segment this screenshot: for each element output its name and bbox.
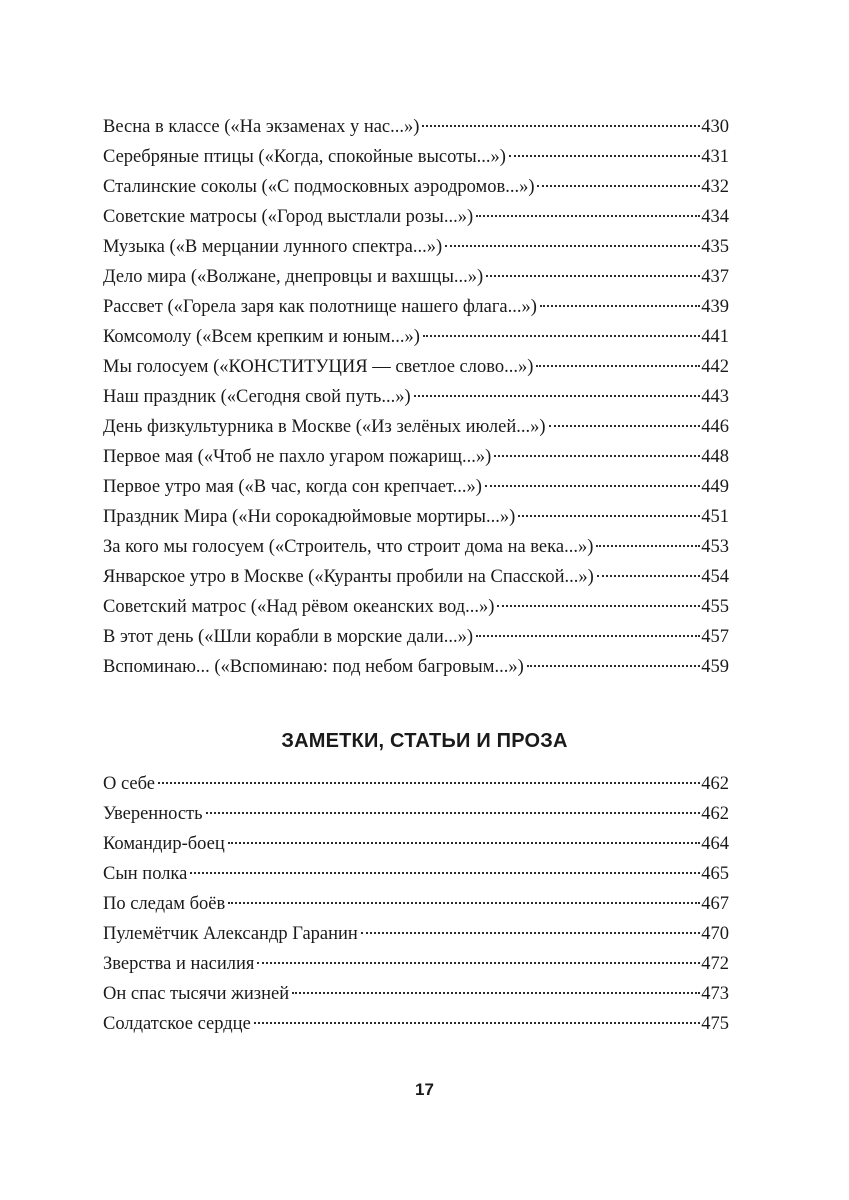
toc-entry-title: Зверства и насилия [103, 954, 255, 974]
toc-entry-title: Рассвет («Горела заря как полотнище нашего флага...») [103, 297, 537, 317]
toc-entry-page: 459 [701, 657, 729, 677]
toc-entry-title: Наш праздник («Сегодня свой путь...») [103, 387, 411, 407]
toc-entry[interactable] [103, 502, 729, 532]
toc-entry-title: Пулемётчик Александр Гаранин [103, 924, 358, 944]
toc-entry[interactable] [103, 889, 729, 919]
dot-leader [158, 781, 700, 784]
dot-leader [497, 604, 700, 607]
toc-entry-title: Солдатское сердце [103, 1014, 251, 1034]
toc-entry-title: Весна в классе («На экзаменах у нас...») [103, 117, 420, 137]
toc-entry-page: 451 [701, 507, 729, 527]
toc-entry-page: 446 [701, 417, 729, 437]
toc-entry-title: Первое утро мая («В час, когда сон крепчает...») [103, 477, 482, 497]
toc-entry-page: 449 [701, 477, 729, 497]
dot-leader [190, 871, 700, 874]
toc-entry-title: Уверенность [103, 804, 203, 824]
toc-entry-title: О себе [103, 774, 156, 794]
toc-entry-title: Вспоминаю... («Вспоминаю: под небом багровым...») [103, 657, 524, 677]
toc-poems-list [103, 112, 729, 682]
dot-leader [476, 214, 700, 217]
toc-entry-title: Комсомолу («Всем крепким и юным...») [103, 327, 420, 347]
toc-entry[interactable] [103, 859, 729, 889]
toc-entry-title: Праздник Мира («Ни сорокадюймовые мортиры...») [103, 507, 516, 527]
toc-entry[interactable] [103, 829, 729, 859]
dot-leader [540, 304, 700, 307]
toc-entry-page: 435 [701, 237, 729, 257]
dot-leader [536, 364, 700, 367]
toc-entry-title: Серебряные птицы («Когда, спокойные высоты...») [103, 147, 506, 167]
dot-leader [486, 274, 700, 277]
toc-entry[interactable] [103, 142, 729, 172]
dot-leader [292, 991, 700, 994]
dot-leader [494, 454, 700, 457]
toc-entry-page: 454 [701, 567, 729, 587]
toc-entry-page: 457 [701, 627, 729, 647]
dot-leader [361, 931, 700, 934]
toc-entry-page: 455 [701, 597, 729, 617]
toc-entry-page: 439 [701, 297, 729, 317]
dot-leader [518, 514, 700, 517]
dot-leader [206, 811, 701, 814]
toc-entry-title: Советский матрос («Над рёвом океанских вод...») [103, 597, 495, 617]
toc-entry-page: 462 [701, 774, 729, 794]
dot-leader [414, 394, 701, 397]
toc-entry-page: 441 [701, 327, 729, 347]
toc-entry-title: Сын полка [103, 864, 188, 884]
toc-entry-page: 443 [701, 387, 729, 407]
toc-entry[interactable] [103, 352, 729, 382]
toc-entry[interactable] [103, 1009, 729, 1039]
dot-leader [509, 154, 700, 157]
toc-entry-title: Январское утро в Москве («Куранты пробили на Спасской...») [103, 567, 594, 587]
toc-entry[interactable] [103, 799, 729, 829]
dot-leader [228, 841, 701, 844]
toc-entry-title: Первое мая («Чтоб не пахло угаром пожарищ...») [103, 447, 492, 467]
toc-entry[interactable] [103, 592, 729, 622]
toc-entry[interactable] [103, 442, 729, 472]
dot-leader [485, 484, 700, 487]
dot-leader [597, 574, 700, 577]
toc-entry[interactable] [103, 112, 729, 142]
toc-entry-title: Сталинские соколы («С подмосковных аэродромов...») [103, 177, 535, 197]
toc-entry-page: 465 [701, 864, 729, 884]
toc-entry[interactable] [103, 919, 729, 949]
toc-entry-page: 464 [701, 834, 729, 854]
dot-leader [527, 664, 701, 667]
dot-leader [445, 244, 700, 247]
toc-entry-title: День физкультурника в Москве («Из зелёных июлей...») [103, 417, 546, 437]
toc-entry[interactable] [103, 622, 729, 652]
toc-entry-title: Командир-боец [103, 834, 225, 854]
toc-entry-title: По следам боёв [103, 894, 226, 914]
toc-entry[interactable] [103, 949, 729, 979]
toc-entry-title: Мы голосуем («КОНСТИТУЦИЯ — светлое слово...») [103, 357, 534, 377]
dot-leader [257, 961, 700, 964]
toc-prose-list [103, 769, 729, 1039]
toc-entry-page: 467 [701, 894, 729, 914]
dot-leader [549, 424, 701, 427]
toc-entry-title: Дело мира («Волжане, днепровцы и вахшцы...») [103, 267, 484, 287]
toc-entry-title: Советские матросы («Город выстлали розы...») [103, 207, 474, 227]
toc-entry[interactable] [103, 322, 729, 352]
toc-entry-page: 434 [701, 207, 729, 227]
toc-entry[interactable] [103, 562, 729, 592]
toc-entry-page: 431 [701, 147, 729, 167]
page-number: 17 [415, 1080, 434, 1099]
toc-entry[interactable] [103, 472, 729, 502]
dot-leader [254, 1021, 700, 1024]
toc-entry[interactable] [103, 232, 729, 262]
toc-entry[interactable] [103, 979, 729, 1009]
toc-entry-page: 453 [701, 537, 729, 557]
toc-entry-title: Музыка («В мерцании лунного спектра...») [103, 237, 443, 257]
toc-entry-page: 473 [701, 984, 729, 1004]
toc-entry[interactable] [103, 202, 729, 232]
toc-entry[interactable] [103, 652, 729, 682]
toc-entry[interactable] [103, 262, 729, 292]
toc-entry[interactable] [103, 412, 729, 442]
toc-entry-page: 437 [701, 267, 729, 287]
dot-leader [228, 901, 700, 904]
toc-entry[interactable] [103, 769, 729, 799]
dot-leader [596, 544, 700, 547]
dot-leader [537, 184, 700, 187]
toc-entry-page: 448 [701, 447, 729, 467]
toc-entry-title: Он спас тысячи жизней [103, 984, 290, 1004]
toc-entry-page: 462 [701, 804, 729, 824]
toc-entry-page: 470 [701, 924, 729, 944]
toc-entry[interactable] [103, 382, 729, 412]
section-heading: ЗАМЕТКИ, СТАТЬИ И ПРОЗА [281, 730, 568, 752]
toc-entry-title: За кого мы голосуем («Строитель, что строит дома на века...») [103, 537, 594, 557]
toc-entry[interactable] [103, 172, 729, 202]
dot-leader [423, 334, 700, 337]
toc-entry-page: 475 [701, 1014, 729, 1034]
dot-leader [422, 124, 700, 127]
toc-entry-page: 472 [701, 954, 729, 974]
toc-entry[interactable] [103, 292, 729, 322]
toc-entry-page: 430 [701, 117, 729, 137]
toc-entry-title: В этот день («Шли корабли в морские дали...») [103, 627, 474, 647]
toc-entry-page: 442 [701, 357, 729, 377]
toc-entry[interactable] [103, 532, 729, 562]
dot-leader [476, 634, 700, 637]
toc-entry-page: 432 [701, 177, 729, 197]
